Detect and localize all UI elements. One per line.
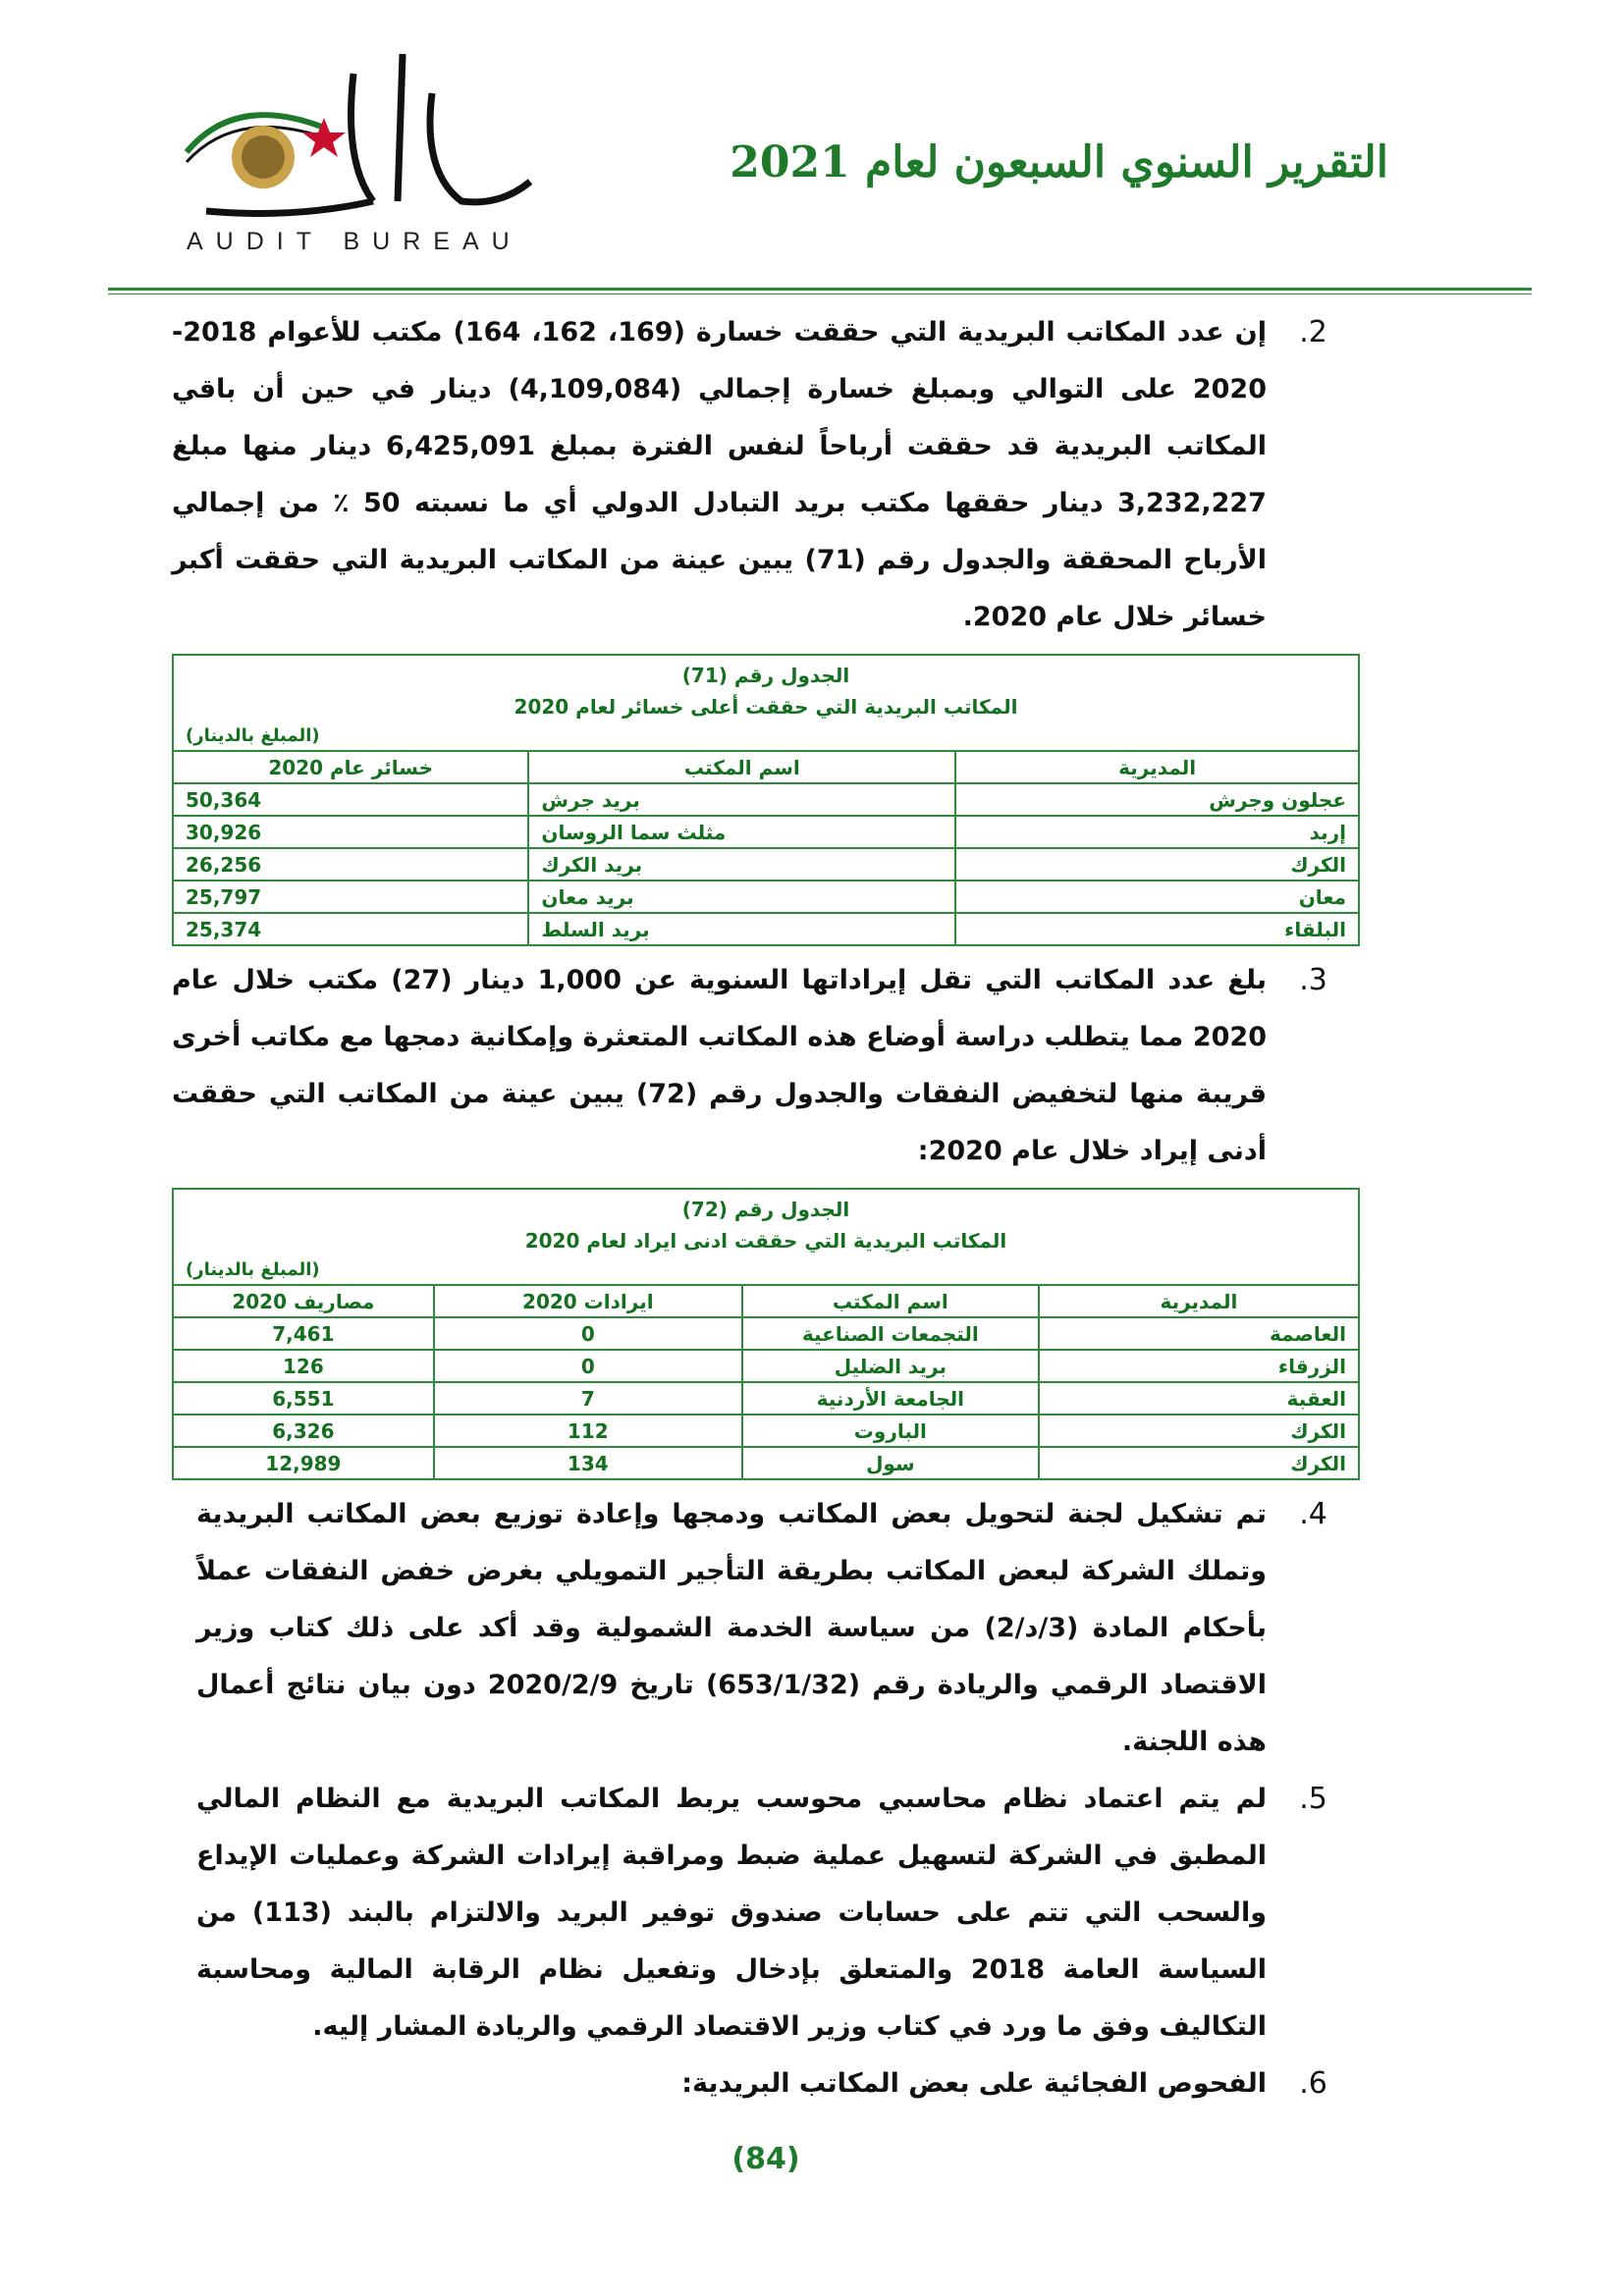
logo-text-en: AUDIT BUREAU — [187, 228, 522, 255]
table-cell: الجامعة الأردنية — [742, 1382, 1039, 1415]
table-cell: سول — [742, 1447, 1039, 1479]
paragraph-5 — [172, 1771, 1360, 2056]
page-body — [172, 0, 1360, 2216]
table-unit: (المبلغ بالدينار) — [186, 1259, 320, 1280]
table-cell: العاصمة — [1039, 1317, 1359, 1350]
table-72 — [172, 1188, 1360, 1480]
paragraph-text: بلغ عدد المكاتب التي تقل إيراداتها السنوية عن 1,000 دينار (27) مكتب خلال عام 2020 مما يتطلب دراسة أوضاع هذه المكاتب المتعثرة وإمكانية دمجها مع مكاتب أخرى قريبة منها لتخفيض النفقات والجدول رقم (72) يبين عينة من المكاتب التي حققت أدنى إيراد خلال عام 2020: — [172, 965, 1267, 1166]
paragraph-6 — [172, 2056, 1360, 2112]
paragraph-3 — [172, 952, 1360, 1180]
table-cell: 7,461 — [173, 1317, 434, 1350]
table-row — [173, 1415, 1359, 1447]
table-row — [173, 816, 1359, 848]
column-header: المديرية — [955, 751, 1359, 783]
paragraph-text: إن عدد المكاتب البريدية التي حققت خسارة (169، 162، 164) مكتب للأعوام 2018-2020 على التوالي وبمبلغ خسارة إجمالي (4,109,084) دينار في حين أن باقي المكاتب البريدية قد حققت أرباحاً لنفس الفترة بمبلغ 6,425,091 دينار منها مبلغ 3,232,227 دينار حققها مكتب بريد التبادل الدولي أي ما نسبته 50 ٪ من إجمالي الأرباح المحققة والجدول رقم (71) يبين عينة من المكاتب البريدية التي حققت أكبر خسائر خلال عام 2020. — [172, 317, 1267, 632]
table-title: المكاتب البريدية التي حققت أعلى خسائر لعام 2020 — [514, 695, 1018, 719]
column-header: ايرادات 2020 — [434, 1285, 742, 1317]
table-cell: 26,256 — [173, 848, 528, 881]
table-cell: بريد الكرك — [528, 848, 955, 881]
table-cell: الزرقاء — [1039, 1350, 1359, 1382]
paragraph-4 — [172, 1486, 1360, 1771]
table-row — [173, 783, 1359, 816]
table-cell: عجلون وجرش — [955, 783, 1359, 816]
table-cell: التجمعات الصناعية — [742, 1317, 1039, 1350]
table-cell: 0 — [434, 1317, 742, 1350]
column-header: اسم المكتب — [528, 751, 955, 783]
column-header: مصاريف 2020 — [173, 1285, 434, 1317]
table-cell: مثلث سما الروسان — [528, 816, 955, 848]
paragraph-number: .6 — [1299, 2066, 1327, 2101]
table-row — [173, 848, 1359, 881]
table-cell: 6,326 — [173, 1415, 434, 1447]
table-cell: بريد معان — [528, 881, 955, 913]
column-header: خسائر عام 2020 — [173, 751, 528, 783]
paragraph-text: لم يتم اعتماد نظام محاسبي محوسب يربط المكاتب البريدية مع النظام المالي المطبق في الشركة لتسهيل عملية ضبط ومراقبة إيرادات الشركة وعمليات الإيداع والسحب التي تتم على حسابات صندوق توفير البريد والالتزام بالبند (113) من السياسة العامة 2018 والمتعلق بإدخال وتفعيل نظام الرقابة المالية ومحاسبة التكاليف وفق ما ورد في كتاب وزير الاقتصاد الرقمي والريادة المشار إليه. — [196, 1784, 1267, 2042]
table-row — [173, 1350, 1359, 1382]
paragraph-number: .2 — [1299, 315, 1327, 349]
table-cell: 134 — [434, 1447, 742, 1479]
table-cell: الكرك — [1039, 1415, 1359, 1447]
paragraph-2 — [172, 304, 1360, 646]
paragraph-text: الفحوص الفجائية على بعض المكاتب البريدية: — [681, 2068, 1267, 2099]
table-cell: 25,797 — [173, 881, 528, 913]
table-row — [173, 881, 1359, 913]
table-row — [173, 1382, 1359, 1415]
page-number: (84) — [731, 2142, 800, 2176]
table-cell: 126 — [173, 1350, 434, 1382]
table-cell: 112 — [434, 1415, 742, 1447]
table-cell: بريد السلط — [528, 913, 955, 945]
paragraph-number: .5 — [1299, 1782, 1327, 1816]
table-cell: إربد — [955, 816, 1359, 848]
table-cell: البلقاء — [955, 913, 1359, 945]
table-cell: 50,364 — [173, 783, 528, 816]
paragraph-text: تم تشكيل لجنة لتحويل بعض المكاتب ودمجها وإعادة توزيع بعض المكاتب البريدية وتملك الشركة لبعض المكاتب بطريقة التأجير التمويلي بغرض خفض النفقات عملاً بأحكام المادة (3/د/2) من سياسة الخدمة الشمولية وقد أكد على ذلك كتاب وزير الاقتصاد الرقمي والريادة رقم (653/1/32) تاريخ 2020/2/9 دون بيان نتائج أعمال هذه اللجنة. — [196, 1499, 1267, 1757]
table-cell: بريد الضليل — [742, 1350, 1039, 1382]
table-cell: الكرك — [955, 848, 1359, 881]
paragraph-number: .4 — [1299, 1497, 1327, 1531]
table-cell: العقبة — [1039, 1382, 1359, 1415]
table-cell: 0 — [434, 1350, 742, 1382]
table-cell: 6,551 — [173, 1382, 434, 1415]
table-cell: 7 — [434, 1382, 742, 1415]
table-cell: الباروت — [742, 1415, 1039, 1447]
column-header: المديرية — [1039, 1285, 1359, 1317]
table-cell: معان — [955, 881, 1359, 913]
table-title: المكاتب البريدية التي حققت ادنى ايراد لعام 2020 — [524, 1229, 1007, 1253]
table-cell: الكرك — [1039, 1447, 1359, 1479]
table-cell: بريد جرش — [528, 783, 955, 816]
table-cell: 12,989 — [173, 1447, 434, 1479]
column-header: اسم المكتب — [742, 1285, 1039, 1317]
table-row — [173, 1447, 1359, 1479]
table-caption: الجدول رقم (71) — [681, 664, 850, 687]
table-cell: 30,926 — [173, 816, 528, 848]
paragraph-number: .3 — [1299, 963, 1327, 997]
table-unit: (المبلغ بالدينار) — [186, 725, 320, 746]
table-cell: 25,374 — [173, 913, 528, 945]
table-row — [173, 1317, 1359, 1350]
table-caption: الجدول رقم (72) — [681, 1198, 850, 1221]
table-71 — [172, 654, 1360, 946]
report-title: التقرير السنوي السبعون لعام 2021 — [730, 137, 1388, 187]
table-row — [173, 913, 1359, 945]
